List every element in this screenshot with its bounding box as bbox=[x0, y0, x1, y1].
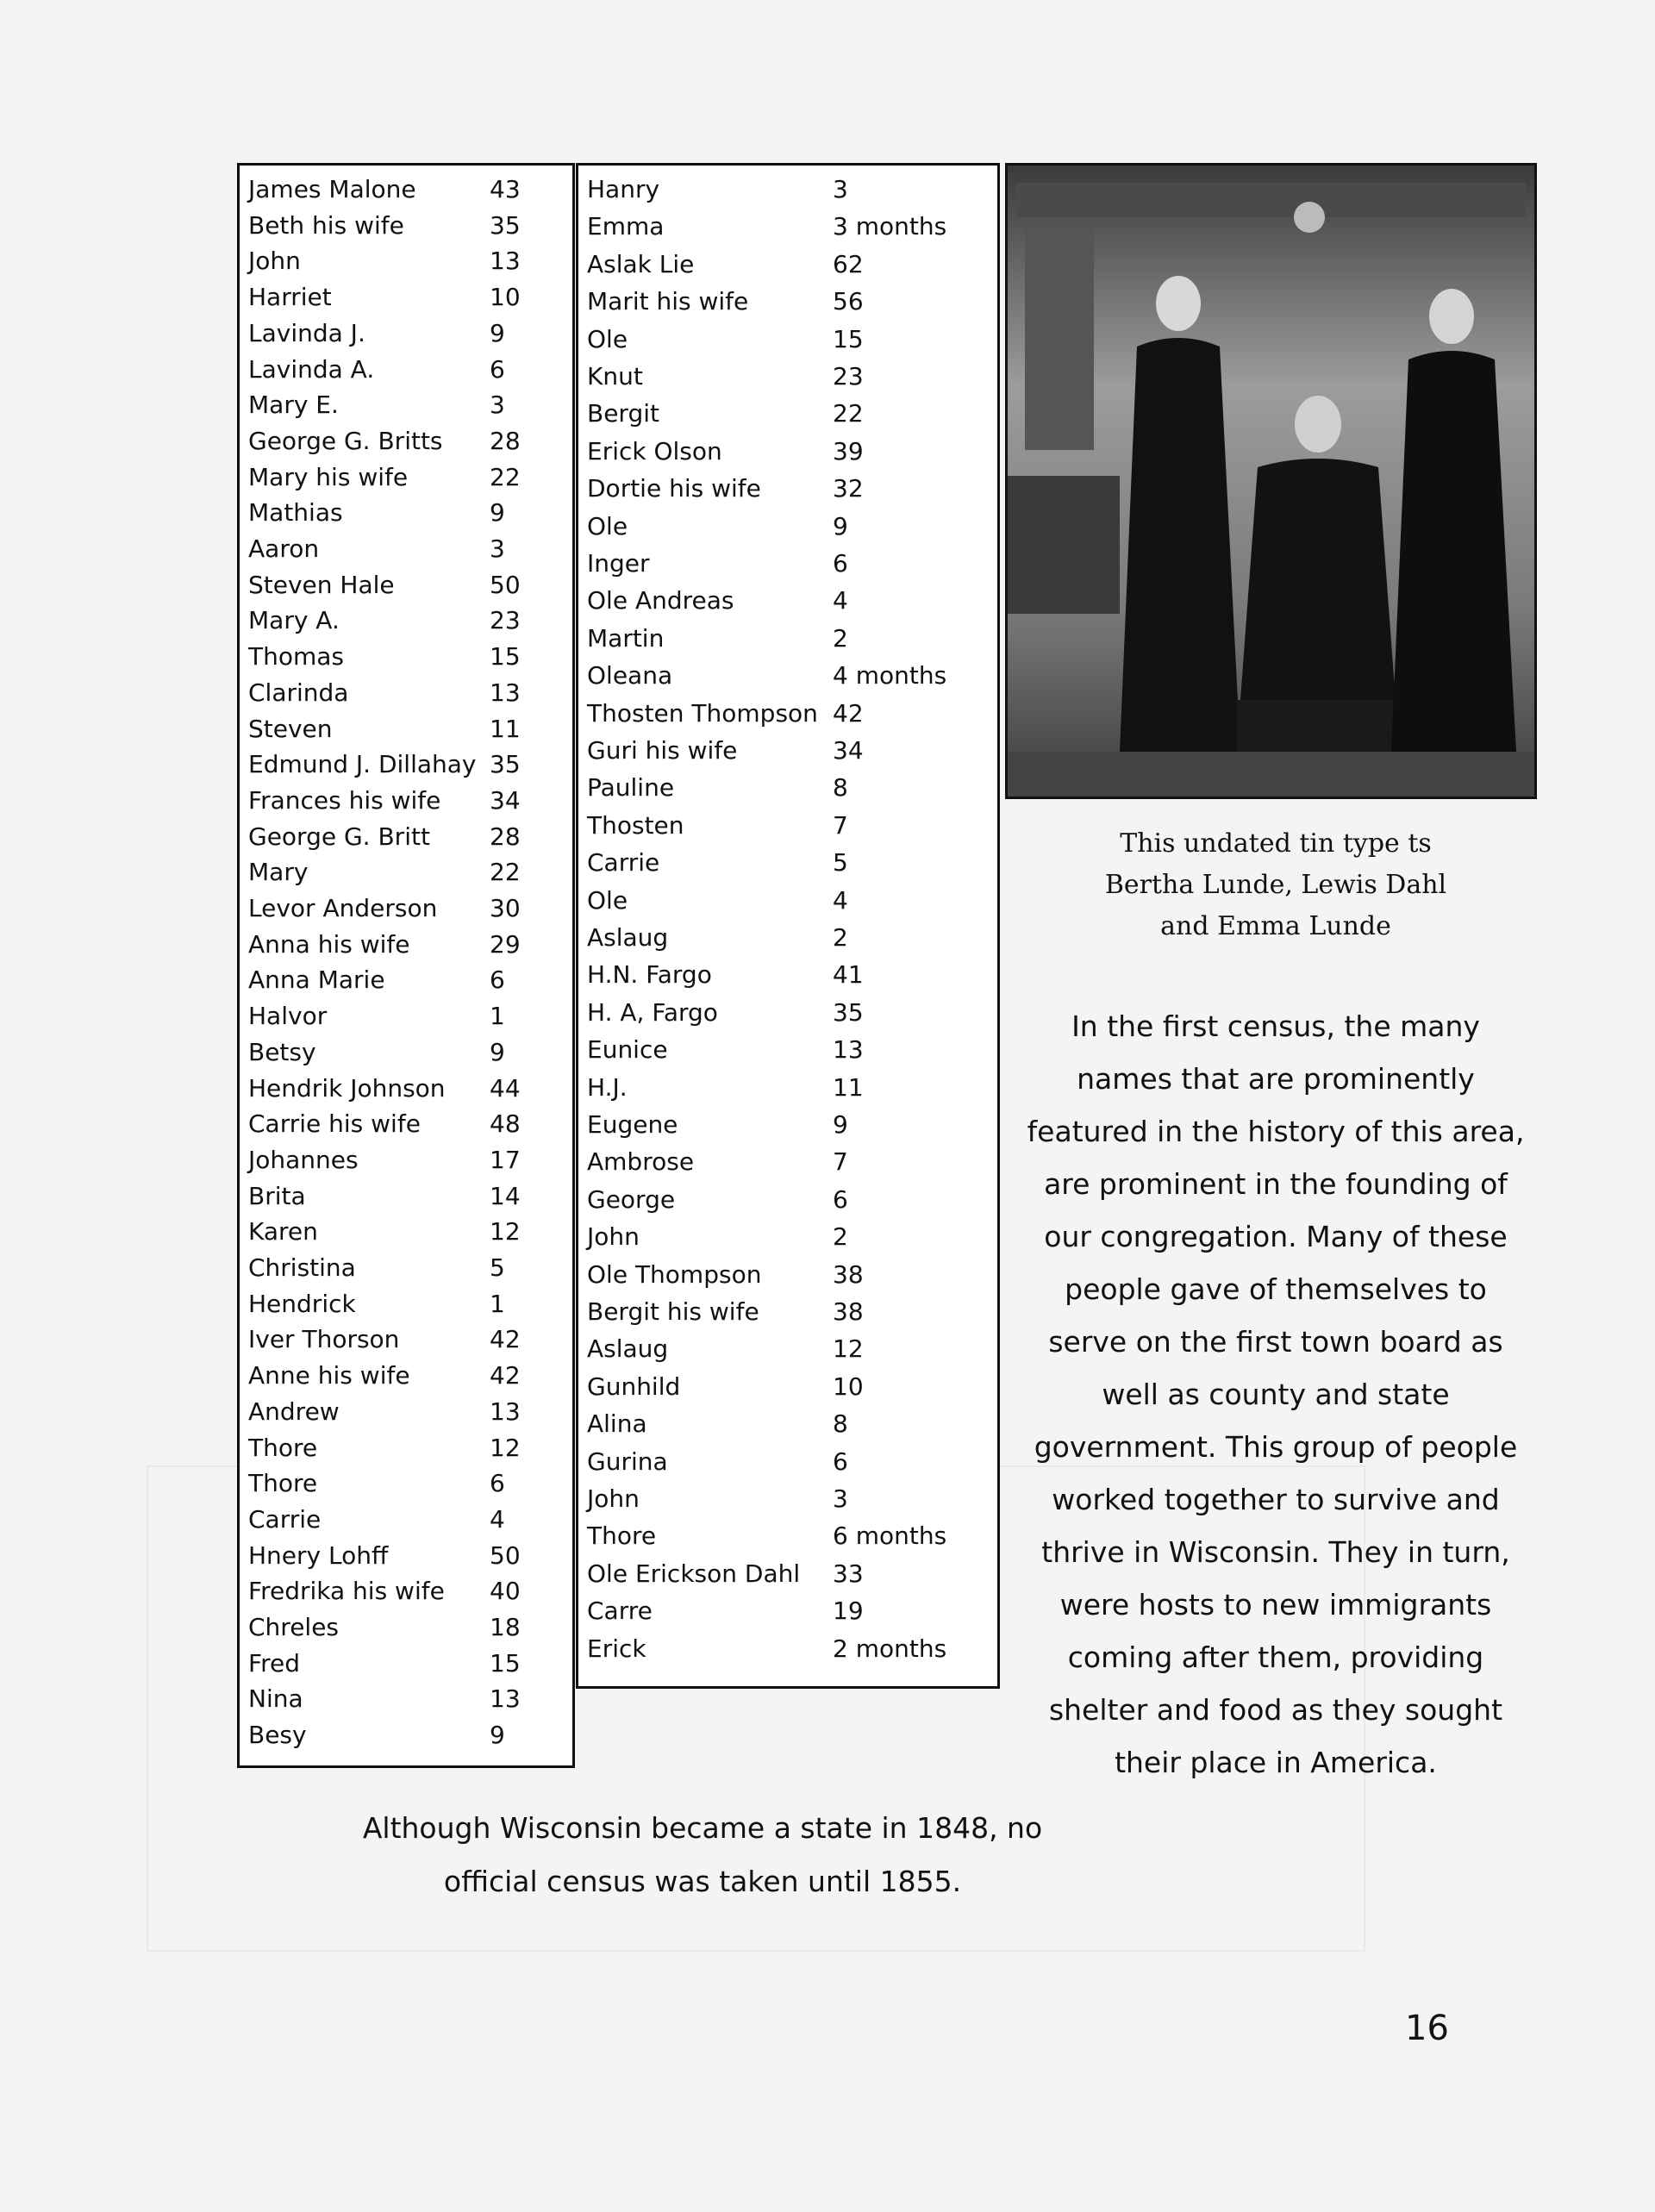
census-age: 50 bbox=[490, 570, 521, 599]
census-name: Frances his wife bbox=[248, 785, 441, 815]
census-age: 35 bbox=[490, 750, 521, 779]
page-number: 16 bbox=[1405, 2009, 1449, 2048]
census-age: 8 bbox=[833, 1409, 848, 1439]
census-age: 40 bbox=[490, 1577, 521, 1606]
census-name: Gunhild bbox=[587, 1372, 681, 1401]
census-name: Besy bbox=[248, 1721, 307, 1750]
census-name: Hnery Lohff bbox=[248, 1540, 389, 1570]
narrative-line: In the first census, the many bbox=[1071, 1009, 1480, 1043]
census-name: Clarinda bbox=[248, 678, 349, 707]
census-age: 2 months bbox=[833, 1634, 947, 1663]
census-age: 9 bbox=[833, 511, 848, 541]
census-age: 44 bbox=[490, 1073, 521, 1103]
footnote-line: official census was taken until 1855. bbox=[443, 1865, 962, 1898]
census-age: 6 bbox=[490, 965, 505, 995]
census-age: 2 bbox=[833, 623, 848, 653]
census-name: Pauline bbox=[587, 773, 675, 803]
census-name: Chreles bbox=[248, 1613, 340, 1641]
census-name: Emma bbox=[587, 212, 665, 241]
census-age: 22 bbox=[490, 858, 521, 887]
census-age: 17 bbox=[490, 1145, 521, 1174]
census-name: Lavinda J. bbox=[248, 318, 365, 347]
census-name: Anne his wife bbox=[248, 1361, 410, 1390]
census-name: Iver Thorson bbox=[248, 1325, 400, 1354]
census-name: Edmund J. Dillahay bbox=[248, 750, 477, 779]
census-age: 2 bbox=[833, 923, 848, 952]
census-name: Gurina bbox=[587, 1447, 668, 1476]
census-name: Aslaug bbox=[587, 1334, 669, 1364]
narrative-line: thrive in Wisconsin. They in turn, bbox=[1041, 1535, 1510, 1569]
census-age: 15 bbox=[490, 1648, 521, 1678]
census-age: 42 bbox=[490, 1325, 521, 1354]
census-age: 6 bbox=[833, 1447, 848, 1476]
census-age: 12 bbox=[490, 1433, 521, 1462]
census-age: 9 bbox=[833, 1110, 848, 1139]
census-name: Nina bbox=[248, 1684, 303, 1714]
census-name: Karen bbox=[248, 1217, 318, 1247]
census-name: Carrie his wife bbox=[248, 1109, 421, 1139]
caption-line: This undated tin type ts bbox=[1120, 828, 1432, 859]
photo-caption bbox=[1034, 823, 1517, 947]
narrative-line: shelter and food as they sought bbox=[1048, 1693, 1503, 1727]
census-age: 42 bbox=[833, 698, 864, 728]
census-name: Christina bbox=[248, 1253, 356, 1282]
census-age: 9 bbox=[490, 1721, 505, 1750]
census-name: Lavinda A. bbox=[248, 354, 375, 384]
census-age: 29 bbox=[490, 929, 521, 959]
narrative-line: were hosts to new immigrants bbox=[1059, 1588, 1492, 1622]
census-age: 8 bbox=[833, 773, 848, 803]
census-name: Brita bbox=[248, 1181, 306, 1210]
census-name: George G. Britts bbox=[248, 426, 443, 455]
census-name: Bergit his wife bbox=[587, 1297, 759, 1326]
narrative-line: our congregation. Many of these bbox=[1044, 1220, 1508, 1253]
census-name: Harriet bbox=[248, 283, 332, 312]
caption-line: and Emma Lunde bbox=[1160, 911, 1391, 941]
narrative-line: coming after them, providing bbox=[1067, 1640, 1484, 1674]
census-age: 32 bbox=[833, 474, 864, 503]
census-age: 14 bbox=[490, 1181, 521, 1210]
census-name: Beth his wife bbox=[248, 210, 404, 240]
census-age: 4 bbox=[833, 586, 848, 615]
census-age: 50 bbox=[490, 1540, 521, 1570]
narrative-paragraph bbox=[1009, 1000, 1543, 1789]
census-name: Levor Anderson bbox=[248, 894, 438, 922]
census-name: John bbox=[587, 1484, 640, 1513]
census-name: Ambrose bbox=[587, 1147, 695, 1177]
census-name: Johannes bbox=[248, 1145, 359, 1174]
census-age: 13 bbox=[490, 678, 521, 707]
census-age: 23 bbox=[490, 606, 521, 635]
census-name: Hendrik Johnson bbox=[248, 1073, 446, 1103]
census-name: Thomas bbox=[248, 642, 345, 672]
census-name: John bbox=[587, 1222, 640, 1252]
census-name: George G. Britt bbox=[248, 822, 430, 851]
census-age: 13 bbox=[490, 1397, 521, 1426]
census-age: 48 bbox=[490, 1109, 521, 1139]
census-list-right bbox=[576, 163, 1000, 1689]
census-name: John bbox=[248, 247, 301, 276]
census-name: Thosten bbox=[587, 810, 684, 840]
census-name: Erick Olson bbox=[587, 436, 722, 466]
census-age: 10 bbox=[490, 283, 521, 312]
census-name: Dortie his wife bbox=[587, 474, 761, 503]
narrative-line: their place in America. bbox=[1115, 1746, 1437, 1779]
census-name: Aaron bbox=[248, 534, 320, 563]
census-age: 6 bbox=[833, 549, 848, 578]
census-age: 13 bbox=[490, 1684, 521, 1714]
census-name: Steven Hale bbox=[248, 570, 395, 599]
census-age: 23 bbox=[833, 362, 864, 391]
census-age: 33 bbox=[833, 1559, 864, 1588]
census-list-left bbox=[237, 163, 575, 1768]
census-age: 13 bbox=[490, 247, 521, 276]
census-age: 1 bbox=[490, 1002, 505, 1031]
census-name: Thosten Thompson bbox=[587, 698, 818, 728]
census-name: Ole Erickson Dahl bbox=[587, 1559, 801, 1588]
census-name: H.J. bbox=[587, 1072, 628, 1102]
census-age: 3 months bbox=[833, 212, 947, 241]
census-name: Ole bbox=[587, 511, 628, 541]
census-name: Marit his wife bbox=[587, 287, 749, 316]
census-age: 4 months bbox=[833, 661, 947, 690]
census-age: 5 bbox=[490, 1253, 505, 1282]
census-age: 3 bbox=[490, 391, 505, 420]
census-name: Thore bbox=[587, 1522, 657, 1551]
census-name: Eugene bbox=[587, 1110, 678, 1139]
census-name: Carrie bbox=[587, 848, 660, 878]
census-age: 4 bbox=[490, 1504, 505, 1534]
census-name: Mary E. bbox=[248, 391, 339, 420]
census-name: Thore bbox=[248, 1469, 318, 1498]
census-name: Mary his wife bbox=[248, 462, 409, 491]
census-name: James Malone bbox=[248, 175, 416, 203]
census-name: Carre bbox=[587, 1597, 653, 1626]
census-age: 43 bbox=[490, 175, 521, 203]
census-age: 3 bbox=[833, 175, 848, 203]
census-name: Martin bbox=[587, 623, 665, 653]
narrative-line: featured in the history of this area, bbox=[1027, 1115, 1525, 1148]
census-footnote bbox=[259, 1802, 1146, 1909]
census-name: Mary bbox=[248, 858, 309, 887]
narrative-line: worked together to survive and bbox=[1052, 1483, 1500, 1516]
census-name: Betsy bbox=[248, 1037, 316, 1066]
census-age: 15 bbox=[490, 642, 521, 672]
census-age: 62 bbox=[833, 249, 864, 278]
census-age: 38 bbox=[833, 1259, 864, 1289]
census-name: Halvor bbox=[248, 1002, 328, 1031]
footnote-line: Although Wisconsin became a state in 1848, no bbox=[362, 1811, 1043, 1845]
census-name: Ole Thompson bbox=[587, 1259, 762, 1289]
caption-line: Bertha Lunde, Lewis Dahl bbox=[1104, 870, 1447, 900]
census-age: 3 bbox=[490, 534, 505, 563]
narrative-line: well as county and state bbox=[1102, 1378, 1450, 1411]
census-name: Aslaug bbox=[587, 923, 669, 952]
census-name: Oleana bbox=[587, 661, 673, 690]
census-name: Carrie bbox=[248, 1504, 322, 1534]
census-age: 11 bbox=[490, 714, 521, 743]
census-age: 35 bbox=[490, 210, 521, 240]
census-name: Ole bbox=[587, 885, 628, 915]
census-age: 5 bbox=[833, 848, 848, 878]
census-name: Knut bbox=[587, 362, 643, 391]
census-age: 4 bbox=[833, 885, 848, 915]
census-age: 22 bbox=[490, 462, 521, 491]
census-age: 56 bbox=[833, 287, 864, 316]
census-name: Inger bbox=[587, 549, 650, 578]
census-age: 12 bbox=[833, 1334, 864, 1364]
census-age: 38 bbox=[833, 1297, 864, 1326]
narrative-line: names that are prominently bbox=[1077, 1062, 1475, 1096]
census-name: Eunice bbox=[587, 1035, 668, 1065]
census-name: Aslak Lie bbox=[587, 249, 695, 278]
census-name: Mathias bbox=[248, 498, 343, 528]
narrative-line: are prominent in the founding of bbox=[1044, 1167, 1508, 1201]
census-age: 35 bbox=[833, 997, 864, 1027]
census-name: George bbox=[587, 1184, 676, 1214]
census-name: Steven bbox=[248, 714, 333, 743]
census-name: Anna Marie bbox=[248, 965, 385, 995]
census-age: 6 months bbox=[833, 1522, 947, 1551]
census-age: 22 bbox=[833, 399, 864, 428]
census-age: 30 bbox=[490, 894, 521, 922]
narrative-line: government. This group of people bbox=[1034, 1430, 1518, 1464]
census-age: 10 bbox=[833, 1372, 864, 1401]
census-name: Fred bbox=[248, 1648, 300, 1678]
census-age: 6 bbox=[833, 1184, 848, 1214]
census-age: 6 bbox=[490, 354, 505, 384]
census-age: 12 bbox=[490, 1217, 521, 1247]
census-name: Anna his wife bbox=[248, 929, 410, 959]
census-name: Mary A. bbox=[248, 606, 340, 635]
census-name: Hanry bbox=[587, 175, 660, 203]
tin-type-photo bbox=[1005, 163, 1537, 799]
census-age: 7 bbox=[833, 810, 848, 840]
census-age: 19 bbox=[833, 1597, 864, 1626]
census-name: Ole bbox=[587, 324, 628, 353]
census-name: Fredrika his wife bbox=[248, 1577, 445, 1606]
census-age: 28 bbox=[490, 822, 521, 851]
census-name: H. A, Fargo bbox=[587, 997, 718, 1027]
census-age: 7 bbox=[833, 1147, 848, 1177]
census-age: 9 bbox=[490, 1037, 505, 1066]
narrative-line: serve on the first town board as bbox=[1048, 1325, 1503, 1359]
census-age: 39 bbox=[833, 436, 864, 466]
census-age: 34 bbox=[490, 785, 521, 815]
census-age: 34 bbox=[833, 736, 864, 765]
census-age: 3 bbox=[833, 1484, 848, 1513]
census-age: 9 bbox=[490, 498, 505, 528]
census-age: 6 bbox=[490, 1469, 505, 1498]
narrative-line: people gave of themselves to bbox=[1065, 1272, 1487, 1306]
census-name: Alina bbox=[587, 1409, 647, 1439]
census-age: 11 bbox=[833, 1072, 864, 1102]
census-age: 41 bbox=[833, 960, 864, 990]
census-age: 28 bbox=[490, 426, 521, 455]
census-age: 9 bbox=[490, 318, 505, 347]
census-age: 13 bbox=[833, 1035, 864, 1065]
census-name: Ole Andreas bbox=[587, 586, 734, 615]
census-name: Thore bbox=[248, 1433, 318, 1462]
census-age: 2 bbox=[833, 1222, 848, 1252]
census-name: Hendrick bbox=[248, 1289, 356, 1318]
census-age: 1 bbox=[490, 1289, 505, 1318]
census-name: Erick bbox=[587, 1634, 646, 1663]
census-age: 15 bbox=[833, 324, 864, 353]
census-name: H.N. Fargo bbox=[587, 960, 712, 990]
census-name: Guri his wife bbox=[587, 736, 738, 765]
census-age: 42 bbox=[490, 1361, 521, 1390]
census-name: Bergit bbox=[587, 399, 659, 428]
census-age: 18 bbox=[490, 1613, 521, 1641]
census-name: Andrew bbox=[248, 1397, 340, 1426]
